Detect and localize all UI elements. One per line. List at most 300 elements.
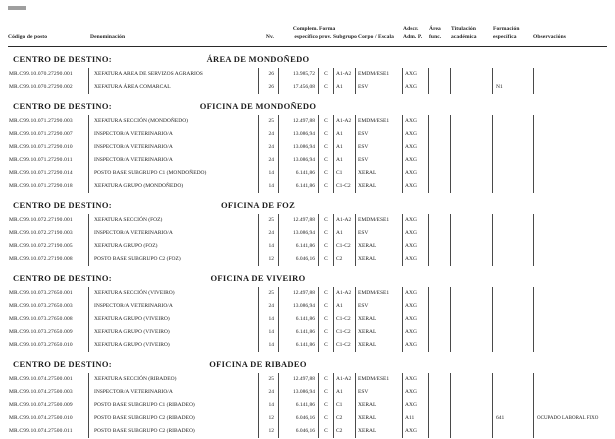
table-header — [0, 26, 615, 46]
cell-titulacion — [450, 300, 492, 313]
cell-codigo: MR.C99.10.074.27500.009 — [9, 402, 73, 408]
cell-titulacion — [450, 227, 492, 240]
centro-de-destino-label: CENTRO DE DESTINO: — [13, 101, 112, 111]
cell-formacion — [492, 68, 533, 81]
header-especifico: específico — [294, 34, 318, 40]
cell-denominacion: INSPECTOR/A VETERINARIO/A — [88, 227, 258, 240]
cell-area — [428, 326, 450, 339]
cell-subgrupo: A1 — [333, 154, 355, 167]
cell-adscr: AXG — [402, 386, 428, 399]
cell-formacion — [492, 214, 533, 227]
cell-forma: C — [318, 386, 333, 399]
cell-forma: C — [318, 128, 333, 141]
cell-compl: 13.985,72 — [278, 68, 318, 81]
centro-de-destino-section — [8, 101, 607, 193]
header-formacion: Formación — [493, 26, 520, 32]
cell-codigo: MR.C99.10.072.27190.003 — [9, 230, 73, 236]
cell-corpo: XERAL — [355, 399, 402, 412]
cell-codigo: MR.C99.10.070.27290.001 — [9, 71, 73, 77]
cell-titulacion — [450, 167, 492, 180]
cell-area — [428, 313, 450, 326]
cell-observacions — [533, 253, 607, 266]
cell-niv: 14 — [258, 167, 278, 180]
cell-denominacion: INSPECTOR/A VETERINARIO/A — [88, 141, 258, 154]
cell-observacions — [533, 399, 607, 412]
cell-observacions — [533, 240, 607, 253]
cell-denominacion: XEFATURA AREA DE SERVIZOS AGRARIOS — [88, 68, 258, 81]
cell-observacions — [533, 180, 607, 193]
cell-corpo: XERAL — [355, 412, 402, 425]
cell-adscr: AXG — [402, 399, 428, 412]
cell-area — [428, 81, 450, 94]
cell-compl: 13.086,94 — [278, 227, 318, 240]
cell-titulacion — [450, 373, 492, 386]
cell-corpo: XERAL — [355, 326, 402, 339]
cell-corpo: XERAL — [355, 425, 402, 438]
cell-codigo: MR.C99.10.071.27290.003 — [9, 118, 73, 124]
table-row — [8, 115, 607, 128]
cell-subgrupo: C1-C2 — [333, 326, 355, 339]
cell-forma: C — [318, 313, 333, 326]
cell-adscr: AXG — [402, 287, 428, 300]
cell-observacions — [533, 373, 607, 386]
cell-forma: C — [318, 326, 333, 339]
cell-titulacion — [450, 81, 492, 94]
table-row — [8, 386, 607, 399]
cell-subgrupo: C1 — [333, 167, 355, 180]
cell-niv: 24 — [258, 154, 278, 167]
cell-observacions — [533, 227, 607, 240]
cell-forma: C — [318, 300, 333, 313]
cell-denominacion: POSTO BASE SUBGRUPO C2 (FOZ) — [88, 253, 258, 266]
header-subgrupo: Subgrupo — [333, 34, 358, 40]
cell-adscr: AXG — [402, 313, 428, 326]
centro-de-destino-section — [8, 359, 607, 438]
table-body — [8, 47, 607, 438]
header-titulacion: Titulación — [451, 26, 477, 32]
cell-subgrupo: A1 — [333, 81, 355, 94]
cell-observacions — [533, 154, 607, 167]
cell-formacion — [492, 154, 533, 167]
cell-corpo: ESV — [355, 154, 402, 167]
cell-niv: 25 — [258, 115, 278, 128]
cell-forma: C — [318, 214, 333, 227]
centro-de-destino-name: OFICINA DE VIVEIRO — [210, 273, 306, 283]
cell-compl: 6.141,86 — [278, 313, 318, 326]
centro-de-destino-name: OFICINA DE FOZ — [220, 200, 296, 210]
cell-compl: 12.497,88 — [278, 214, 318, 227]
cell-area — [428, 386, 450, 399]
cell-formacion — [492, 240, 533, 253]
cell-observacions — [533, 81, 607, 94]
cell-codigo: MR.C99.10.071.27290.010 — [9, 144, 73, 150]
cell-codigo: MR.C99.10.074.27500.010 — [9, 415, 73, 421]
cell-adscr: AXG — [402, 167, 428, 180]
header-academica: académica — [451, 34, 477, 40]
cell-subgrupo: C2 — [333, 425, 355, 438]
cell-compl: 13.086,94 — [278, 154, 318, 167]
cell-codigo: MR.C99.10.073.27650.009 — [9, 329, 73, 335]
cell-subgrupo: C2 — [333, 253, 355, 266]
table-row — [8, 412, 607, 425]
cell-area — [428, 373, 450, 386]
cell-compl: 12.497,88 — [278, 287, 318, 300]
section-heading — [8, 101, 607, 113]
cell-niv: 26 — [258, 68, 278, 81]
cell-denominacion: XEFATURA SECCIÓN (FOZ) — [88, 214, 258, 227]
cell-niv: 14 — [258, 326, 278, 339]
table-row — [8, 399, 607, 412]
cell-area — [428, 167, 450, 180]
cell-niv: 12 — [258, 412, 278, 425]
header-corpo-escala: Corpo / Escala — [358, 34, 394, 40]
cell-subgrupo: A1 — [333, 386, 355, 399]
cell-area — [428, 128, 450, 141]
cell-corpo: EMDM/ESE1 — [355, 373, 402, 386]
table-row — [8, 253, 607, 266]
cell-adscr: AXG — [402, 128, 428, 141]
header-denominacion: Denominación — [90, 34, 126, 40]
cell-observacions — [533, 300, 607, 313]
header-adm-p: Adm. P. — [403, 34, 423, 40]
cell-niv: 14 — [258, 313, 278, 326]
cell-niv: 26 — [258, 81, 278, 94]
table-row — [8, 339, 607, 352]
cell-area — [428, 180, 450, 193]
scan-corner-artifact — [8, 6, 26, 10]
cell-denominacion: POSTO BASE SUBGRUPO C1 (MONDOÑEDO) — [88, 167, 258, 180]
centro-de-destino-section — [8, 54, 607, 94]
cell-titulacion — [450, 412, 492, 425]
cell-formacion — [492, 141, 533, 154]
cell-forma: C — [318, 399, 333, 412]
centro-de-destino-label: CENTRO DE DESTINO: — [13, 273, 112, 283]
cell-titulacion — [450, 339, 492, 352]
cell-corpo: ESV — [355, 300, 402, 313]
cell-corpo: ESV — [355, 128, 402, 141]
table-row — [8, 180, 607, 193]
cell-codigo: MR.C99.10.073.27650.010 — [9, 342, 73, 348]
cell-forma: C — [318, 81, 333, 94]
table-row — [8, 300, 607, 313]
cell-formacion: N1 — [492, 81, 533, 94]
table-row — [8, 287, 607, 300]
cell-denominacion: POSTO BASE SUBGRUPO C2 (RIBADEO) — [88, 425, 258, 438]
table-row — [8, 167, 607, 180]
cell-compl: 13.086,94 — [278, 141, 318, 154]
cell-titulacion — [450, 386, 492, 399]
cell-area — [428, 227, 450, 240]
cell-titulacion — [450, 240, 492, 253]
centro-de-destino-name: OFICINA DE RIBADEO — [209, 359, 307, 369]
cell-adscr: AXG — [402, 227, 428, 240]
cell-compl: 6.141,86 — [278, 180, 318, 193]
cell-area — [428, 115, 450, 128]
cell-titulacion — [450, 425, 492, 438]
cell-subgrupo: A1-A2 — [333, 68, 355, 81]
section-heading — [8, 200, 607, 212]
section-heading — [8, 54, 607, 66]
cell-corpo: XERAL — [355, 240, 402, 253]
cell-compl: 6.046,16 — [278, 253, 318, 266]
cell-area — [428, 339, 450, 352]
cell-subgrupo: C2 — [333, 412, 355, 425]
cell-compl: 6.141,86 — [278, 339, 318, 352]
cell-forma: C — [318, 68, 333, 81]
cell-corpo: ESV — [355, 227, 402, 240]
cell-codigo: MR.C99.10.074.27500.001 — [9, 376, 73, 382]
centro-de-destino-name: OFICINA DE MONDOÑEDO — [199, 101, 317, 111]
cell-denominacion: INSPECTOR/A VETERINARIO/A — [88, 128, 258, 141]
cell-formacion — [492, 300, 533, 313]
section-rows — [8, 68, 607, 94]
cell-titulacion — [450, 253, 492, 266]
cell-forma: C — [318, 240, 333, 253]
cell-forma: C — [318, 180, 333, 193]
cell-niv: 25 — [258, 287, 278, 300]
cell-titulacion — [450, 141, 492, 154]
table-row — [8, 425, 607, 438]
cell-compl: 13.086,94 — [278, 128, 318, 141]
cell-subgrupo: C1-C2 — [333, 180, 355, 193]
cell-niv: 14 — [258, 399, 278, 412]
cell-area — [428, 399, 450, 412]
header-func: func. — [429, 34, 442, 40]
cell-forma: C — [318, 141, 333, 154]
cell-area — [428, 425, 450, 438]
cell-observacions — [533, 287, 607, 300]
cell-codigo: MR.C99.10.074.27500.003 — [9, 389, 73, 395]
cell-observacions — [533, 128, 607, 141]
cell-denominacion: XEFATURA GRUPO (MONDOÑEDO) — [88, 180, 258, 193]
cell-subgrupo: A1-A2 — [333, 373, 355, 386]
cell-denominacion: XEFATURA GRUPO (VIVEIRO) — [88, 339, 258, 352]
cell-codigo: MR.C99.10.072.27190.008 — [9, 256, 73, 262]
cell-codigo: MR.C99.10.074.27500.011 — [9, 428, 73, 434]
cell-adscr: AXG — [402, 141, 428, 154]
cell-forma: C — [318, 115, 333, 128]
cell-observacions — [533, 115, 607, 128]
cell-formacion — [492, 373, 533, 386]
cell-formacion — [492, 253, 533, 266]
cell-subgrupo: A1-A2 — [333, 287, 355, 300]
cell-niv: 25 — [258, 214, 278, 227]
cell-niv: 12 — [258, 425, 278, 438]
cell-formacion — [492, 326, 533, 339]
cell-denominacion: XEFATURA GRUPO (VIVEIRO) — [88, 326, 258, 339]
header-adscr: Adscr. — [403, 26, 419, 32]
cell-compl: 12.497,88 — [278, 115, 318, 128]
cell-denominacion: INSPECTOR/A VETERINARIO/A — [88, 300, 258, 313]
cell-niv: 24 — [258, 128, 278, 141]
cell-forma: C — [318, 227, 333, 240]
cell-titulacion — [450, 399, 492, 412]
cell-denominacion: XEFATURA ÁREA COMARCAL — [88, 81, 258, 94]
cell-subgrupo: A1 — [333, 227, 355, 240]
header-prov: prov. — [319, 34, 332, 40]
cell-codigo: MR.C99.10.073.27650.008 — [9, 316, 73, 322]
cell-compl: 13.086,94 — [278, 300, 318, 313]
cell-area — [428, 253, 450, 266]
cell-denominacion: XEFATURA GRUPO (VIVEIRO) — [88, 313, 258, 326]
cell-adscr: A11 — [402, 412, 428, 425]
cell-compl: 6.141,86 — [278, 167, 318, 180]
table-row — [8, 240, 607, 253]
cell-niv: 24 — [258, 227, 278, 240]
cell-forma: C — [318, 287, 333, 300]
cell-observacions — [533, 214, 607, 227]
cell-subgrupo: A1-A2 — [333, 214, 355, 227]
table-row — [8, 227, 607, 240]
cell-codigo: MR.C99.10.071.27290.014 — [9, 170, 73, 176]
table-row — [8, 141, 607, 154]
cell-corpo: XERAL — [355, 167, 402, 180]
cell-corpo: ESV — [355, 386, 402, 399]
table-row — [8, 68, 607, 81]
cell-titulacion — [450, 313, 492, 326]
cell-denominacion: XEFATURA SECCIÓN (RIBADEO) — [88, 373, 258, 386]
cell-denominacion: XEFATURA GRUPO (FOZ) — [88, 240, 258, 253]
cell-compl: 6.046,16 — [278, 425, 318, 438]
cell-corpo: ESV — [355, 81, 402, 94]
cell-subgrupo: C1-C2 — [333, 240, 355, 253]
cell-corpo: EMDM/ESE1 — [355, 287, 402, 300]
header-codigo: Código de posto — [8, 34, 48, 40]
table-row — [8, 128, 607, 141]
header-forma: Forma — [319, 26, 336, 32]
section-rows — [8, 115, 607, 193]
cell-forma: C — [318, 154, 333, 167]
cell-niv: 14 — [258, 180, 278, 193]
cell-observacions — [533, 167, 607, 180]
cell-compl: 6.141,86 — [278, 240, 318, 253]
table-row — [8, 326, 607, 339]
cell-area — [428, 300, 450, 313]
header-complem: Complem. — [292, 26, 318, 32]
cell-subgrupo: A1 — [333, 300, 355, 313]
centro-de-destino-name: ÁREA DE MONDOÑEDO — [206, 54, 310, 64]
cell-subgrupo: C1-C2 — [333, 313, 355, 326]
cell-formacion — [492, 399, 533, 412]
header-observacions: Observacións — [533, 34, 566, 40]
cell-adscr: AXG — [402, 180, 428, 193]
cell-corpo: EMDM/ESE1 — [355, 115, 402, 128]
cell-adscr: AXG — [402, 154, 428, 167]
header-especifica: específica — [493, 34, 517, 40]
cell-compl: 6.046,16 — [278, 412, 318, 425]
cell-corpo: XERAL — [355, 180, 402, 193]
cell-formacion — [492, 425, 533, 438]
cell-denominacion: INSPECTOR/A VETERINARIO/A — [88, 386, 258, 399]
cell-titulacion — [450, 180, 492, 193]
cell-forma: C — [318, 412, 333, 425]
cell-compl: 6.141,86 — [278, 399, 318, 412]
cell-corpo: XERAL — [355, 313, 402, 326]
cell-corpo: EMDM/ESE1 — [355, 68, 402, 81]
cell-titulacion — [450, 128, 492, 141]
cell-subgrupo: C1-C2 — [333, 339, 355, 352]
cell-codigo: MR.C99.10.071.27290.007 — [9, 131, 73, 137]
cell-adscr: AXG — [402, 326, 428, 339]
cell-niv: 12 — [258, 253, 278, 266]
cell-forma: C — [318, 425, 333, 438]
table-row — [8, 81, 607, 94]
cell-formacion — [492, 180, 533, 193]
cell-codigo: MR.C99.10.070.27290.002 — [9, 84, 73, 90]
section-rows — [8, 373, 607, 438]
cell-formacion — [492, 313, 533, 326]
cell-adscr: AXG — [402, 425, 428, 438]
cell-area — [428, 154, 450, 167]
cell-niv: 14 — [258, 339, 278, 352]
cell-area — [428, 412, 450, 425]
cell-compl: 6.141,86 — [278, 326, 318, 339]
cell-subgrupo: A1-A2 — [333, 115, 355, 128]
cell-denominacion: XEFATURA SECCIÓN (MONDOÑEDO) — [88, 115, 258, 128]
section-heading — [8, 359, 607, 371]
cell-denominacion: INSPECTOR/A VETERINARIO/A — [88, 154, 258, 167]
cell-forma: C — [318, 253, 333, 266]
cell-adscr: AXG — [402, 253, 428, 266]
section-rows — [8, 214, 607, 266]
cell-titulacion — [450, 287, 492, 300]
cell-area — [428, 68, 450, 81]
cell-observacions — [533, 425, 607, 438]
cell-forma: C — [318, 339, 333, 352]
section-rows — [8, 287, 607, 352]
cell-niv: 24 — [258, 141, 278, 154]
centro-de-destino-label: CENTRO DE DESTINO: — [13, 359, 112, 369]
cell-area — [428, 141, 450, 154]
cell-codigo: MR.C99.10.072.27190.001 — [9, 217, 73, 223]
cell-adscr: AXG — [402, 300, 428, 313]
cell-formacion — [492, 167, 533, 180]
table-row — [8, 214, 607, 227]
cell-adscr: AXG — [402, 81, 428, 94]
centro-de-destino-section — [8, 273, 607, 352]
cell-subgrupo: A1 — [333, 141, 355, 154]
cell-corpo: ESV — [355, 141, 402, 154]
cell-codigo: MR.C99.10.071.27290.011 — [9, 157, 73, 163]
centro-de-destino-section — [8, 200, 607, 266]
cell-observacions — [533, 339, 607, 352]
cell-adscr: AXG — [402, 214, 428, 227]
table-row — [8, 373, 607, 386]
cell-subgrupo: A1 — [333, 128, 355, 141]
cell-titulacion — [450, 326, 492, 339]
cell-area — [428, 214, 450, 227]
cell-titulacion — [450, 154, 492, 167]
cell-niv: 24 — [258, 386, 278, 399]
centro-de-destino-label: CENTRO DE DESTINO: — [13, 54, 112, 64]
cell-corpo: EMDM/ESE1 — [355, 214, 402, 227]
cell-observacions — [533, 326, 607, 339]
cell-adscr: AXG — [402, 115, 428, 128]
cell-adscr: AXG — [402, 339, 428, 352]
cell-corpo: XERAL — [355, 253, 402, 266]
cell-compl: 17.456,08 — [278, 81, 318, 94]
cell-formacion — [492, 128, 533, 141]
cell-codigo: MR.C99.10.073.27650.001 — [9, 290, 73, 296]
cell-compl: 12.497,88 — [278, 373, 318, 386]
cell-titulacion — [450, 68, 492, 81]
cell-titulacion — [450, 115, 492, 128]
cell-adscr: AXG — [402, 373, 428, 386]
cell-observacions — [533, 313, 607, 326]
cell-formacion — [492, 339, 533, 352]
cell-observacions — [533, 141, 607, 154]
section-heading — [8, 273, 607, 285]
